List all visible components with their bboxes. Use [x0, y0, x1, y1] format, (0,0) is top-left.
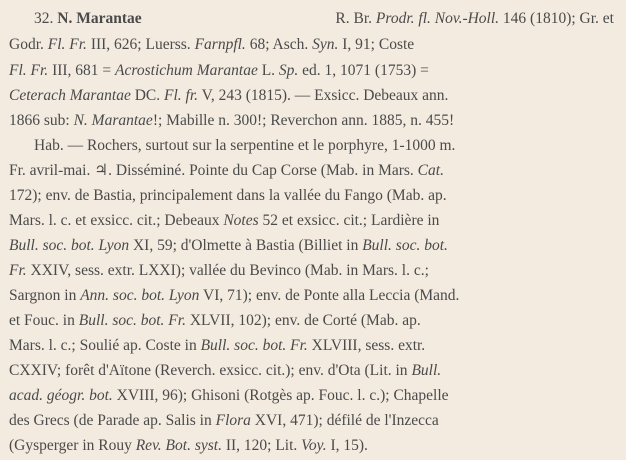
text-line-5	[0, 108, 626, 134]
italic-citation-text: Bull. soc. bot. Fr.	[78, 312, 186, 329]
text-line-15	[0, 358, 626, 384]
genus-initial: N.	[57, 10, 73, 27]
italic-citation-text: Flora	[215, 412, 251, 429]
italic-citation-text: N. Marantae	[73, 112, 153, 129]
body-text: V, 243 (1815). — Exsicc. Debeaux ann.	[198, 87, 449, 104]
text-line-1	[0, 6, 626, 32]
body-text: 68; Asch.	[245, 36, 313, 53]
entry-number: 32.	[34, 10, 54, 27]
italic-citation-text: Bull. soc. bot. Lyon	[9, 237, 130, 254]
line-segments	[9, 408, 614, 434]
body-text: XVI, 471); défilé de l'Inzecca	[250, 412, 439, 429]
line-content	[34, 6, 614, 32]
body-text: DC.	[130, 87, 164, 104]
body-text: Sargnon in	[9, 287, 81, 304]
entry-header	[34, 6, 142, 32]
line-segments	[9, 233, 614, 259]
body-text: XVIII, 96); Ghisoni (Rotgès ap. Fouc. l. c.); Chapelle	[112, 387, 449, 404]
text-line-17	[0, 408, 626, 434]
body-text: ed. 1, 1071 (1753) =	[298, 62, 429, 79]
body-text: R. Br.	[335, 10, 376, 27]
italic-citation-text: Fl. Fr.	[9, 62, 49, 79]
body-text: III, 626; Luerss.	[86, 36, 195, 53]
body-text: (Gysperger in Rouy	[9, 437, 136, 454]
body-text: 146 (1810); Gr. et	[499, 10, 614, 27]
body-text: XXIV, sess. extr. LXXI); vallée du Bevinco (Mab. in Mars. l. c.;	[26, 262, 429, 279]
text-line-2	[0, 32, 626, 58]
italic-citation-text: Cat.	[417, 162, 444, 179]
italic-citation-text: Fl. fr.	[164, 87, 199, 104]
italic-citation-text: Ann. soc. bot. Lyon	[80, 287, 200, 304]
text-line-3	[0, 58, 626, 84]
italic-citation-text: Bull. soc. bot. Fr.	[200, 337, 308, 354]
line-segments	[9, 208, 614, 234]
line-segments	[9, 108, 614, 134]
text-line-4	[0, 83, 626, 109]
line-segments	[9, 283, 614, 309]
body-text: Godr.	[9, 36, 48, 53]
text-line-6	[0, 133, 626, 159]
body-text: 52 et exsicc. cit.; Lardière in	[258, 212, 440, 229]
text-line-16	[0, 383, 626, 409]
italic-citation-text: Fr.	[9, 262, 27, 279]
text-line-12	[0, 283, 626, 309]
body-text: III, 681 =	[48, 62, 116, 79]
line-segments	[9, 383, 614, 409]
text-line-13	[0, 308, 626, 334]
body-text: et Fouc. in	[9, 312, 79, 329]
italic-citation-text: Prodr. fl. Nov.-Holl.	[375, 10, 500, 27]
line-segments	[9, 83, 614, 109]
body-text: I, 91; Coste	[338, 36, 415, 53]
line-segments	[9, 333, 614, 359]
italic-citation-text: Bull.	[411, 362, 442, 379]
italic-citation-text: Ceterach Marantae	[9, 87, 131, 104]
body-text: VI, 71); env. de Ponte alla Leccia (Mand.	[199, 287, 460, 304]
text-line-7	[0, 158, 626, 184]
line-segments	[9, 258, 614, 284]
text-line-8	[0, 183, 626, 209]
italic-citation-text: Fl. Fr.	[47, 36, 87, 53]
body-text: XLVIII, sess. extr.	[307, 337, 426, 354]
body-text: 1866 sub:	[9, 112, 74, 129]
body-text: Mars. l. c.; Soulié ap. Coste in	[9, 337, 201, 354]
text-line-18	[0, 433, 626, 459]
line-segments	[9, 183, 614, 209]
italic-citation-text: Notes	[223, 212, 259, 229]
text-line-11	[0, 258, 626, 284]
line-segments	[34, 133, 614, 159]
body-text: II, 120; Lit.	[221, 437, 302, 454]
line-segments	[9, 308, 614, 334]
species-name: Marantae	[76, 10, 142, 27]
body-text: CXXIV; forêt d'Aïtone (Reverch. exsicc. cit.); env. d'Ota (Lit. in	[9, 362, 412, 379]
italic-citation-text: Syn.	[312, 36, 339, 53]
line-segments	[9, 358, 614, 384]
body-text: !; Mabille n. 300!; Reverchon ann. 1885, n. 455!	[152, 112, 455, 129]
italic-citation-text: Voy.	[301, 437, 327, 454]
body-text: des Grecs (de Parade ap. Salis in	[9, 412, 216, 429]
body-text: Fr. avril-mai. ♃. Disséminé. Pointe du Cap Corse (Mab. in Mars.	[9, 162, 418, 179]
body-text: L.	[257, 62, 279, 79]
body-text: Hab. — Rochers, surtout sur la serpentine et le porphyre, 1-1000 m.	[34, 137, 456, 154]
body-text: XI, 59; d'Olmette à Bastia (Billiet in	[129, 237, 363, 254]
italic-citation-text: Farnpfl.	[194, 36, 246, 53]
italic-citation-text: Rev. Bot. syst.	[135, 437, 222, 454]
italic-citation-text: Acrostichum Marantae	[115, 62, 258, 79]
italic-citation-text: Sp.	[278, 62, 299, 79]
line-segments	[9, 158, 614, 184]
body-text: Mars. l. c. et exsicc. cit.; Debeaux	[9, 212, 224, 229]
line-segments	[9, 32, 614, 58]
line-segments	[335, 6, 614, 32]
italic-citation-text: acad. géogr. bot.	[9, 387, 113, 404]
body-text: XLVII, 102); env. de Corté (Mab. ap.	[185, 312, 421, 329]
text-line-14	[0, 333, 626, 359]
body-text: 172); env. de Bastia, principalement dans la vallée du Fango (Mab. ap.	[9, 187, 447, 204]
line-segments	[9, 433, 614, 459]
body-text: I, 15).	[326, 437, 368, 454]
line-segments	[9, 58, 614, 84]
italic-citation-text: Bull. soc. bot.	[362, 237, 448, 254]
text-line-9	[0, 208, 626, 234]
text-line-10	[0, 233, 626, 259]
